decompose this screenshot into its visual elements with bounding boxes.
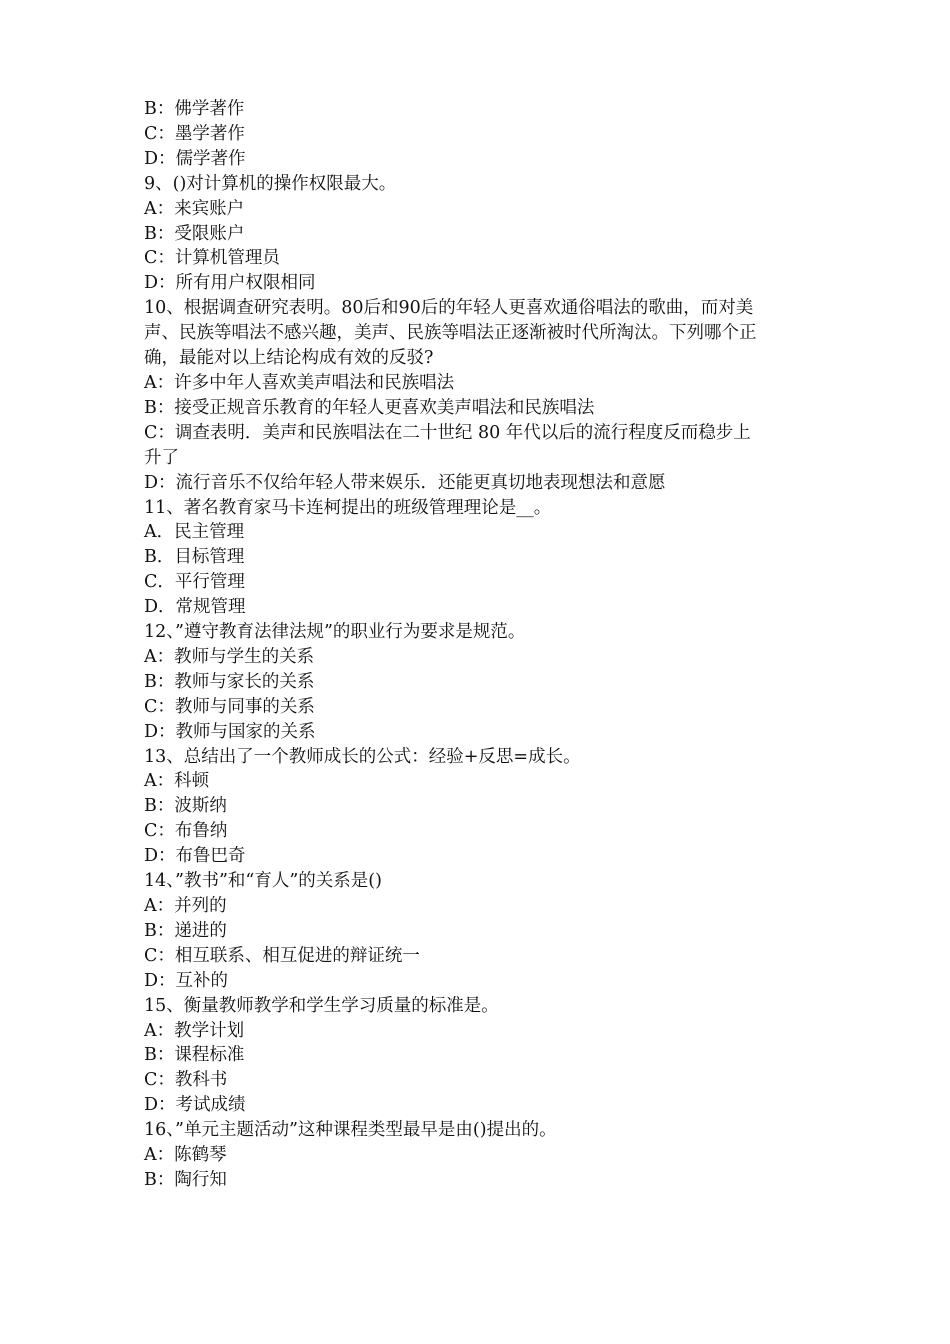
text-line: A：教师与学生的关系 — [144, 646, 315, 667]
text-line: C：调查表明．美声和民族唱法在二十世纪 80 年代以后的流行程度反而稳步上 — [144, 422, 751, 443]
text-line: B：受限账户 — [144, 223, 245, 244]
text-line: C：相互联系、相互促进的辩证统一 — [144, 945, 420, 966]
text-line: A：来宾账户 — [144, 198, 245, 219]
text-line: B．目标管理 — [144, 547, 245, 568]
text-line: C：计算机管理员 — [144, 248, 280, 269]
text-line: D：互补的 — [144, 970, 229, 991]
text-line: C：布鲁纳 — [144, 821, 228, 842]
text-line: D．常规管理 — [144, 597, 246, 618]
text-line: B：波斯纳 — [144, 796, 227, 817]
text-line: C．平行管理 — [144, 572, 245, 593]
text-line: 13、总结出了一个教师成长的公式：经验+反思=成长。 — [144, 746, 581, 767]
text-line: B：佛学著作 — [144, 99, 245, 119]
text-line: 9、()对计算机的操作权限最大。 — [144, 173, 397, 194]
text-line: A：许多中年人喜欢美声唱法和民族唱法 — [144, 372, 455, 393]
text-line: D：儒学著作 — [144, 148, 246, 169]
text-line: B：接受正规音乐教育的年轻人更喜欢美声唱法和民族唱法 — [144, 397, 595, 418]
text-line: 12、”遵守教育法律法规”的职业行为要求是规范。 — [144, 622, 526, 643]
text-line: 15、衡量教师教学和学生学习质量的标准是。 — [144, 995, 499, 1016]
text-line: D：布鲁巴奇 — [144, 846, 246, 867]
text-line: C：教师与同事的关系 — [144, 696, 315, 717]
text-line: B：教师与家长的关系 — [144, 671, 315, 692]
text-line: D：考试成绩 — [144, 1095, 246, 1116]
text-line: A：陈鹤琴 — [144, 1145, 227, 1166]
document-body — [144, 97, 824, 1193]
text-line: 声、民族等唱法不感兴趣，美声、民族等唱法正逐渐被时代所淘汰。下列哪个正 — [144, 323, 757, 344]
text-line: A：并列的 — [144, 896, 227, 916]
text-line: A：科顿 — [144, 771, 210, 792]
text-line: B：递进的 — [144, 920, 227, 941]
text-line: C：教科书 — [144, 1070, 228, 1091]
text-line: 升了 — [144, 447, 179, 468]
text-line: 11、著名教育家马卡连柯提出的班级管理理论是__。 — [144, 497, 552, 518]
text-line: 14、”教书”和“育人”的关系是() — [144, 871, 382, 892]
text-line: C：墨学著作 — [144, 123, 245, 144]
text-line: B：陶行知 — [144, 1169, 227, 1190]
text-line: B：课程标准 — [144, 1045, 245, 1066]
text-line: A．民主管理 — [144, 522, 245, 543]
text-line: D：教师与国家的关系 — [144, 721, 316, 742]
text-line: D：所有用户权限相同 — [144, 273, 316, 294]
text-line: 10、根据调查研究表明。80后和90后的年轻人更喜欢通俗唱法的歌曲，而对美 — [144, 298, 754, 319]
text-line: A：教学计划 — [144, 1020, 245, 1041]
text-line: D：流行音乐不仅给年轻人带来娱乐．还能更真切地表现想法和意愿 — [144, 472, 666, 493]
text-line: 确，最能对以上结论构成有效的反驳? — [144, 348, 434, 369]
text-line: 16、”单元主题活动”这种课程类型最早是由()提出的。 — [144, 1120, 557, 1141]
